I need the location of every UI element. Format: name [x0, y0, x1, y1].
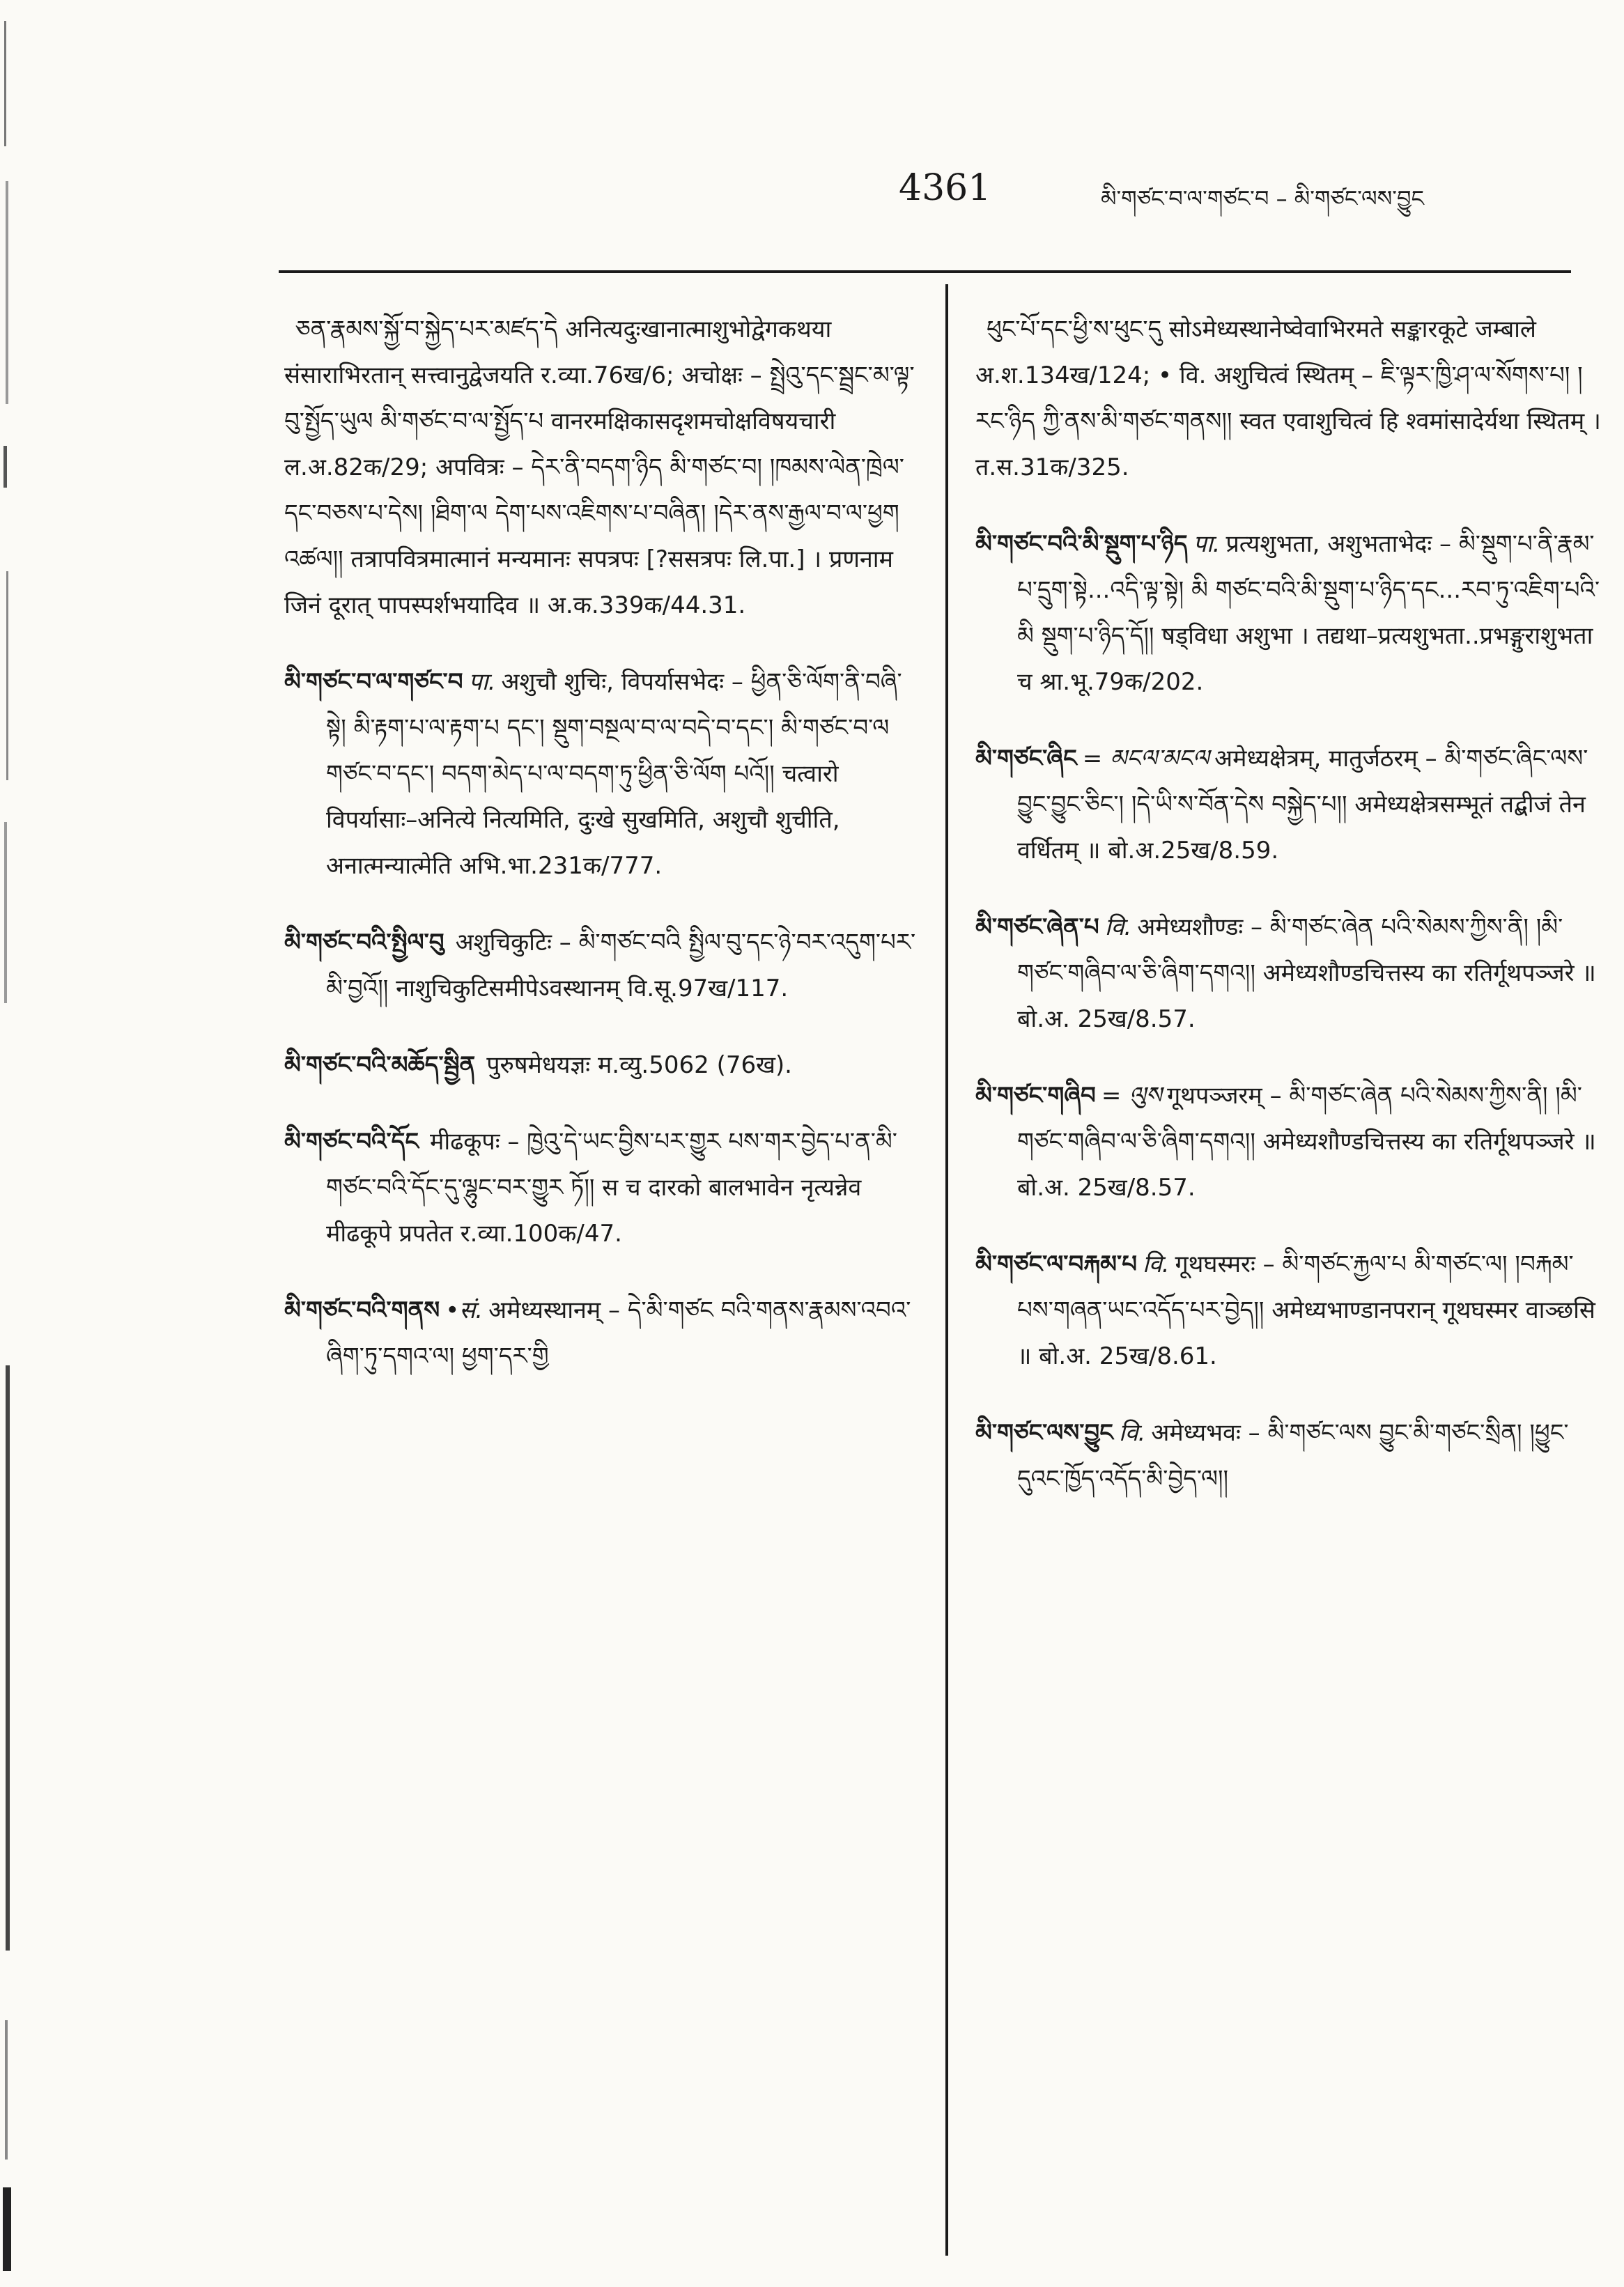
dictionary-entry [975, 1073, 1609, 1211]
entry-text: अमेध्यभवः – མི་གཙང་ལས བྱུང་མི་གཙང་སྲིན། །ཕྱུང་དུའང་ཁྱོད་འདོད་མི་བྱེད་ལ།། [1017, 1419, 1569, 1493]
dictionary-entry [284, 1042, 918, 1088]
entry-pos: पा. [1193, 530, 1221, 558]
running-head: མི་གཙང་བ་ལ་གཙང་བ – མི་གཙང་ལས་བྱུང [1101, 185, 1424, 212]
entry-headword: མི་གཙང་ལས་བྱུང [975, 1419, 1113, 1447]
entry-headword: མི་གཙང་བའི་སྤྱིལ་བུ [284, 929, 444, 956]
entry-text: अमेध्यस्थानम् – དེ་མི་གཙང བའི་གནས་རྣམས་འབའ་ཞིག་ཏུ་དགའ་ལ། ཕྱག་དར་གྱི [326, 1296, 911, 1370]
entry-headword: མི་གཙང་བ་ལ་གཙང་བ [284, 668, 463, 696]
page-header [899, 167, 1554, 223]
left-column [284, 307, 918, 1410]
entry-pos: पा. [468, 668, 496, 696]
entry-pos: वि. [1142, 1250, 1170, 1278]
dictionary-entry [284, 659, 918, 889]
entry-headword: མི་གཙང་ལ་བརྐམ་པ [975, 1250, 1137, 1278]
entry-headword: མི་གཙང་ཞེན་པ [975, 913, 1099, 941]
entry-pos: वि. [1118, 1419, 1146, 1447]
dictionary-entry [975, 1241, 1609, 1379]
entry-text: अमेध्यक्षेत्रम्, मातुर्जठरम् – མི་གཙང་ཞིང་ལས་བྱུང་བྱུང་ཅིང་། །དེ་ཡི་ས་བོན་དེས བསྐྱེད་པ།། अमेध्यक्षेत्रसम्भूतं तद्बीजं तेन वर्धितम् ॥ बो.अ.25ख/8.59. [1017, 745, 1588, 865]
dictionary-entry [975, 736, 1609, 874]
entry-pos: •सं. [445, 1296, 484, 1324]
dictionary-entry [284, 1119, 918, 1257]
entry-text: प्रत्यशुभता, अशुभताभेदः – མི་སྡུག་པ་ནི་རྣམ་པ་དྲུག་སྟེ...འདི་ལྟ་སྟེ། མི གཙང་བའི་མི་སྡུག་པ་ཉིད་དང...རབ་ཏུ་འཇིག་པའི་མི སྡུག་པ་ཉིད་དོ།། षड्विधा अशुभा । तद्यथा–प्रत्यशुभता..प्रभङ्गुराशुभता च श्रा.भू.79क/202. [1017, 530, 1600, 696]
entry-headword: མི་གཙང་བའི་གནས [284, 1296, 440, 1324]
entry-headword: མི་གཙང་ཞིང [975, 745, 1077, 773]
entry-pos: = ལུས [1101, 1082, 1162, 1110]
entry-headword: མི་གཙང་བའི་དོང [284, 1128, 419, 1156]
dictionary-entry [975, 1410, 1609, 1502]
scan-edge-marks [0, 0, 21, 2287]
entry-text: अशुचौ शुचिः, विपर्यासभेदः – ཕྱིན་ཅི་ལོག་ནི་བཞི་སྟེ། མི་རྟག་པ་ལ་རྟག་པ དང་། སྡུག་བསྔལ་བ་ལ་བདེ་བ་དང་། མི་གཙང་བ་ལ གཙང་བ་དང་། བདག་མེད་པ་ལ་བདག་ཏུ་ཕྱིན་ཅི་ལོག པའོ།། चत्वारो विपर्यासाः–अनित्ये नित्यमिति, दुःखे सुखमिति, अशुचौ शुचीति, अनात्मन्यात्मेति अभि.भा.231क/777. [326, 668, 902, 880]
dictionary-entry [284, 1287, 918, 1379]
dictionary-entry [975, 521, 1609, 705]
dictionary-entry [975, 904, 1609, 1042]
dictionary-entry [975, 307, 1609, 490]
entry-pos: वि. [1104, 913, 1132, 941]
dictionary-entry [284, 307, 918, 628]
entry-headword: མི་གཙང་བའི་མཆོད་སྦྱིན [284, 1051, 476, 1079]
entry-headword: མི་གཙང་བའི་མི་སྡུག་པ་ཉིད [975, 530, 1188, 558]
entry-headword: མི་གཙང་གཞིབ [975, 1082, 1096, 1110]
column-divider [945, 284, 948, 2256]
entry-text: मीढकूपः – ཁྱེའུ་དེ་ཡང་བྱིས་པར་གྱུར པས་གར་བྱེད་པ་ན་མི་གཙང་བའི་དོང་དུ་ལྷུང་བར་གྱུར ཏོ།། स च दारको बालभावेन नृत्यन्नेव मीढकूपे प्रपतेत र.व्या.100क/47. [326, 1128, 897, 1248]
entry-text: गूथपञ्जरम् – མི་གཙང་ཞེན པའི་སེམས་ཀྱིས་ནི། །མི་གཙང་གཞིབ་ལ་ཅི་ཞིག་དགའ།། अमेध्यशौण्डचित्तस्य का रतिर्गूथपञ्जरे ॥ बो.अ. 25ख/8.57. [1017, 1082, 1596, 1202]
entry-text: गूथघस्मरः – མི་གཙང་རྐྱལ་པ མི་གཙང་ལ། །བརྐམ་པས་གཞན་ཡང་འདོད་པར་བྱེད།། अमेध्यभाण्डानपरान् गूथघस्मर वाञ्छसि ॥ बो.अ. 25ख/8.61. [1017, 1250, 1595, 1370]
right-column [975, 307, 1609, 1533]
header-rule [279, 270, 1571, 273]
entry-text: ཅན་རྣམས་སྐྱོ་བ་སྐྱེད་པར་མཛད་དེ अनित्यदुःखानात्माशुभोद्वेगकथया संसाराभिरतान् सत्त्वानुद्वेजयति र.व्या.76ख/6; अचोक्षः – སྤྲེའུ་དང་སྦྲང་མ་ལྟ་བུ་སྤྱོད་ཡུལ མི་གཙང་བ་ལ་སྤྱོད་པ वानरमक्षिकासदृशमचोक्षविषयचारी ल.अ.82क/29; अपवित्रः – དེར་ནི་བདག་ཉིད མི་གཙང་བ། །ཁམས་ལེན་ཁྲེལ་དང་བཅས་པ་དེས། །ཐིག་ལ དེག་པས་འཇིགས་པ་བཞིན། །དེར་ནས་རྒྱལ་བ་ལ་ཕྱག འཚལ།། तत्रापवित्रमात्मानं मन्यमानः सपत्रपः [?ससत्रपः लि.पा.] । प्रणनाम जिनं दूरात् पापस्पर्शभयादिव ॥ अ.क.339क/44.31. [284, 316, 915, 619]
entry-pos: = མངལ་མངལ [1082, 745, 1209, 773]
entry-text: अमेध्यशौण्डः – མི་གཙང་ཞེན པའི་སེམས་ཀྱིས་ནི། །མི་གཙང་གཞིབ་ལ་ཅི་ཞིག་དགའ།། अमेध्यशौण्डचित्तस्य का रतिर्गूथपञ्जरे ॥ बो.अ. 25ख/8.57. [1017, 913, 1596, 1033]
entry-text: अशुचिकुटिः – མི་གཙང་བའི སྤྱིལ་བུ་དང་ཉེ་བར་འདུག་པར་མི་བྱའོ།། नाशुचिकुटिसमीपेऽवस्थानम् वि.सू.97ख/117. [326, 929, 916, 1002]
page-number: 4361 [899, 167, 991, 209]
entry-text: पुरुषमेधयज्ञः म.व्यु.5062 (76ख). [486, 1051, 792, 1079]
entry-text: ཕུང་པོ་དང་ཕྱི་ས་ཕུང་དུ सोऽमेध्यस्थानेष्वेवाभिरमते सङ्कारकूटे जम्बाले अ.श.134ख/124; • वि. अशुचित्वं स्थितम् – ཇི་ལྟར་ཁྱི་ཤ་ལ་སོགས་པ། །རང་ཉིད ཀྱི་ནས་མི་གཙང་གནས།། स्वत एवाशुचित्वं हि श्वमांसादेर्यथा स्थितम् । त.स.31क/325. [975, 316, 1601, 481]
dictionary-entry [284, 920, 918, 1011]
